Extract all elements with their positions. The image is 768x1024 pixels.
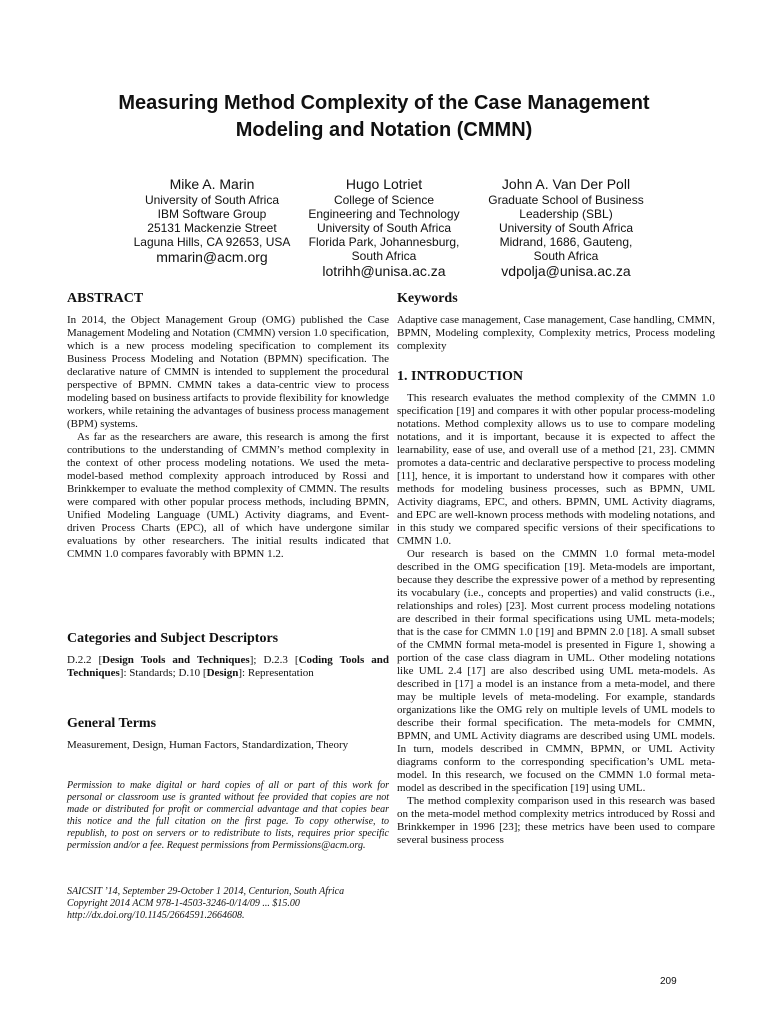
author-affiliation: IBM Software Group [157,207,267,221]
author-affiliation: College of Science [333,193,435,207]
categories-text [67,654,389,680]
keywords-heading: Keywords [397,291,458,306]
author-affiliation: Graduate School of Business [488,193,644,207]
author-affiliation: University of South Africa [316,221,452,235]
author-email: lotrihh@unisa.ac.za [322,263,446,279]
abstract-paragraph-1: In 2014, the Object Management Group (OMG) published the Case Management Modeling and Notation (CMMN) version 1.0 specification, which is a new process modeling specification to complement its Business Process Modeling and Notation (BPMN) specification. The declarative nature of CMMN is intended to supplement the procedural perspective of BPMN. CMMN takes a data-centric view to process modeling based on business artifacts to provide flexibility for knowledge workers, while retaining the advantages of business process management (BPM) systems. [67,314,389,430]
abstract-section [67,290,389,561]
categories-section [67,630,389,680]
permission-notice: Permission to make digital or hard copies of all or part of this work for personal or classroom use is granted without fee provided that copies are not made or distributed for profit or commercial advantage and that copies bear this notice and the full citation on the first page. To copy otherwise, to republish, to post on servers or to redistribute to lists, requires prior specific permission and/or a fee. Request permissions from Permissions@acm.org. [67,780,389,851]
author-email: vdpolja@unisa.ac.za [501,263,631,279]
author-name: Hugo Lotriet [345,176,423,192]
conference-line-2: Copyright 2014 ACM 978-1-4503-3246-0/14/09 ... $15.00 [67,898,300,909]
general-terms-text: Measurement, Design, Human Factors, Standardization, Theory [67,739,349,751]
author-name: John A. Van Der Poll [501,176,631,192]
category-design-tools: Design Tools and Techniques [102,654,250,666]
abstract-paragraph-2: As far as the researchers are aware, this research is among the first contributions to the understanding of CMMN’s method complexity in the context of other process modeling notations. We used the meta-model-based method complexity approach introduced by Rossi and Brinkkemper to evaluate the method complexity of CMMN. The results were compared with other popular process methods, including BPMN, Unified Modeling Language (UML) Activity diagrams, and Event-driven Process Charts (EPC), all of which have undergone similar evaluations by other researchers. The initial results indicated that CMMN 1.0 compares favorably with BPMN 1.2. [67,431,389,560]
category-design: Design [206,667,239,679]
author-affiliation: University of South Africa [498,221,634,235]
abstract-heading: ABSTRACT [67,291,144,306]
author-affiliation: Midrand, 1686, Gauteng, [499,235,633,249]
categories-text-part: ]: Standards; D.10 [ [119,667,207,679]
author-name: Mike A. Marin [169,176,255,192]
author-affiliation: South Africa [351,249,417,263]
introduction-paragraph-3: The method complexity comparison used in this research was based on the meta-model method complexity metrics introduced by Rossi and Brinkkemper in 1996 [23]; these metrics have been used to compare several business process [397,795,715,846]
categories-text-part: ]; D.2.3 [ [249,654,299,666]
general-terms-section [67,715,389,752]
conference-section [67,886,389,922]
category-coding-tools: Coding Tools and Techniques [67,654,390,679]
author-3 [466,176,666,280]
page-number: 209 [660,976,677,987]
categories-text-part: D.2.2 [ [67,654,103,666]
introduction-section [397,368,715,847]
author-affiliation: University of South Africa [144,193,280,207]
introduction-heading: 1. INTRODUCTION [397,369,524,384]
author-affiliation: 25131 Mackenzie Street [147,221,277,235]
author-email: mmarin@acm.org [156,249,268,265]
author-affiliation: South Africa [533,249,599,263]
categories-text-part: ]: Representation [238,667,314,679]
author-affiliation: Leadership (SBL) [519,207,613,221]
conference-line-1: SAICSIT ’14, September 29-October 1 2014, Centurion, South Africa [67,886,345,897]
general-terms-heading: General Terms [67,716,157,731]
author-1 [112,176,312,266]
paper-title [60,90,708,144]
title-line-1: Measuring Method Complexity of the Case Management [118,92,650,114]
introduction-paragraph-2: Our research is based on the CMMN 1.0 formal meta-model described in the OMG specification [19]. Meta-models are important, because they describe the expressive power of a method by representing its vocabulary (i.e., concepts and properties) and valid constructs (i.e., relationships and roles) [23]. Most current process modeling notations are described in their formal specifications using UML meta-models; that is the case for CMMN 1.0 [19] and BPMN 2.0 [18]. A small subset of the CMMN formal meta-model is presented in Figure 1, showing a portion of the case class diagram in UML. Other modeling notations like UML 2.4 [17] are also described using UML meta-models. As described in [17] a model is an instance from a meta-model, and there may be multiple levels of meta-modeling. For example, standards organizations like the OMG rely on multiple levels of UML models to describe their formal specification. The meta-models for CMMN, BPMN, and UML Activity diagrams are described using UML models. In turn, models described in CMMN, BPMN, or UML Activity diagrams conform to the corresponding specification’s UML meta-model. In this research, we focused on the CMMN 1.0 formal meta-model as described in the specification [19] using UML. [397,548,715,794]
keywords-section [397,290,715,353]
introduction-paragraph-1: This research evaluates the method complexity of the CMMN 1.0 specification [19] and compares it with other popular process-modeling notations. Method complexity allows us to use to compare modeling notations, and it is important, because it is expected to affect the learnability, ease of use, and overall use of a method [21, 23]. CMMN promotes a data-centric and declarative perspective to process modeling [11], hence, it is important to understand how it compares with other methods for modeling business processes, such as BPMN, UML Activity diagrams, EPC, and others. BPMN, UML Activity diagrams, and EPC are well-known process methods with modeling notations, and in this study we compared specific versions of their specifications to CMMN 1.0. [397,392,715,547]
author-affiliation: Laguna Hills, CA 92653, USA [133,235,291,249]
categories-heading: Categories and Subject Descriptors [67,631,279,646]
permission-section [67,780,389,852]
author-affiliation: Florida Park, Johannesburg, [308,235,460,249]
title-line-2: Modeling and Notation (CMMN) [235,119,533,141]
author-affiliation: Engineering and Technology [308,207,460,221]
author-2 [284,176,484,280]
conference-line-3: http://dx.doi.org/10.1145/2664591.2664608. [67,910,245,921]
keywords-text: Adaptive case management, Case management, Case handling, CMMN, BPMN, Modeling complexity, Complexity metrics, Process modeling complexity [397,314,715,352]
